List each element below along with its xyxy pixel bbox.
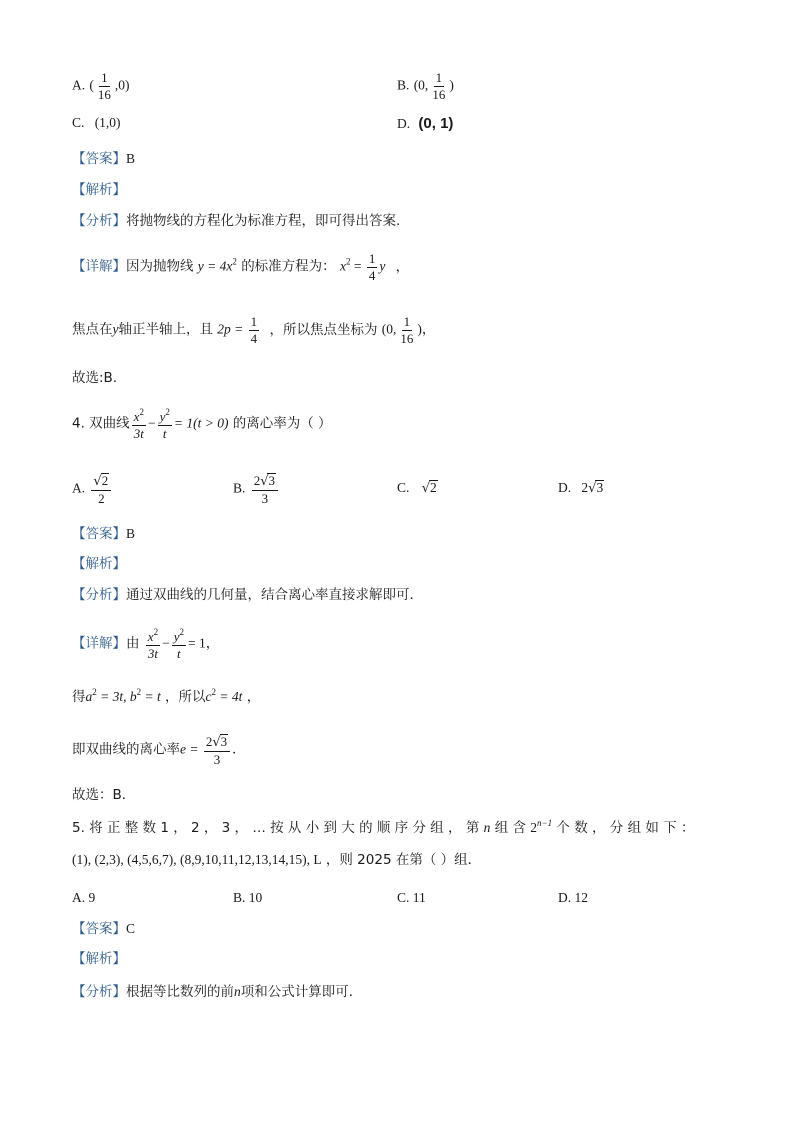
fraction-num: 2 xyxy=(101,473,109,488)
equation: = 1 xyxy=(187,635,206,651)
question-stem: 个 数 ， 分 组 如 下 ： xyxy=(556,820,695,836)
equation: (1), (2,3), (4,5,6,7), (8,9,10,11,12,13,14,15), L xyxy=(72,852,322,867)
option-value: 3 xyxy=(596,480,604,495)
fraction: $\frac{2√3}{3}$ xyxy=(204,734,230,766)
q5-option-d: D. 12 xyxy=(558,890,588,905)
text: ， xyxy=(246,689,261,705)
fenxi-text: 通过双曲线的几何量，结合离心率直接求解即可． xyxy=(126,587,423,603)
text: 的标准方程为： xyxy=(241,258,336,275)
text: 因为抛物线 xyxy=(126,258,194,275)
q3-jiexi xyxy=(72,184,126,198)
option-value: (0, 1) xyxy=(418,115,454,132)
fraction: $\frac{x^2}{3t}$ xyxy=(147,627,159,661)
q3-xiangjie-line1: 【详解】因为抛物线 $y = 4x^2$ 的标准方程为： $x^2$ = $\frac{1}{4}$ y ， xyxy=(72,251,410,283)
fraction-num: 2 xyxy=(205,734,213,749)
fraction-den: 3 xyxy=(261,490,269,506)
fenxi-tag: 【分析】 xyxy=(72,587,126,603)
equation: − xyxy=(147,415,156,431)
option-letter: C. xyxy=(397,480,410,495)
equation: n xyxy=(234,984,241,999)
q3-option-c xyxy=(72,116,121,131)
q3-guxuan xyxy=(72,372,117,386)
fraction xyxy=(249,315,260,345)
text: ，所以 xyxy=(165,689,206,705)
equation: = 3t, b xyxy=(96,689,137,704)
equation: y xyxy=(159,409,166,424)
answer-tag: 【答案】 xyxy=(72,921,126,937)
paren: (0, xyxy=(413,77,429,93)
q4-guxuan xyxy=(72,789,135,803)
jiexi-tag: 【解析】 xyxy=(72,182,126,198)
q4-jiexi xyxy=(72,558,126,572)
equation: y = 4x xyxy=(197,258,233,274)
q5-fenxi xyxy=(72,985,362,1000)
fraction xyxy=(430,71,447,101)
paren: ) xyxy=(449,77,454,93)
equation: n xyxy=(483,820,491,835)
q3-option-a xyxy=(72,71,130,101)
option-letter: C. xyxy=(72,115,85,130)
fraction: $\frac{y^2}{t}$ xyxy=(159,407,170,441)
text: ，所以焦点坐标为 xyxy=(269,321,378,338)
xiangjie-tag: 【详解】 xyxy=(72,258,126,275)
text: 即双曲线的离心率 xyxy=(72,741,180,758)
fraction-den: 3t xyxy=(147,645,158,661)
question-stem: 5. 将 正 整 数 1 ， 2 ， 3 ， … 按 从 小 到 大 的 顺 序 分 组 ， 第 xyxy=(72,820,480,836)
paren: ,0) xyxy=(114,77,130,93)
fraction xyxy=(96,71,113,101)
equation: = 4t xyxy=(216,689,243,704)
fraction-den: 4 xyxy=(368,267,376,283)
option-value: 2 xyxy=(429,480,437,495)
exponent: n−1 xyxy=(537,818,553,828)
question-stem: 组 含 xyxy=(494,820,526,836)
q4-stem xyxy=(72,408,332,440)
q5-option-c: C. 11 xyxy=(397,890,426,905)
option-letter: D. xyxy=(397,116,411,131)
text: ， xyxy=(421,321,436,338)
q5-answer xyxy=(72,922,135,937)
fenxi-tag: 【分析】 xyxy=(72,984,126,1000)
equation: x xyxy=(339,258,346,274)
fraction-den: 16 xyxy=(432,86,446,102)
option-letter: B. xyxy=(233,480,246,496)
paren: ( xyxy=(89,77,94,93)
fraction-den: 16 xyxy=(400,330,414,346)
text: ． xyxy=(232,741,246,758)
option-letter: A. xyxy=(72,77,86,93)
fraction: $\frac{x^2}{3t}$ xyxy=(133,407,144,441)
q4-option-b xyxy=(233,473,280,505)
fraction: $\frac{y^2}{t}$ xyxy=(173,627,184,661)
text: ， xyxy=(395,258,410,275)
equation: y xyxy=(112,321,119,337)
equation: = 1(t > 0) xyxy=(173,415,229,431)
text: 故选：B． xyxy=(72,787,136,803)
fraction-num: 1 xyxy=(101,70,108,85)
fraction-num: 3 xyxy=(220,734,228,749)
equation: x xyxy=(147,629,154,644)
q4-option-d: D. 2√3 xyxy=(558,480,604,496)
equation: a xyxy=(85,689,93,704)
text: 由 xyxy=(126,635,140,652)
q3-fenxi xyxy=(72,215,400,229)
equation: x xyxy=(133,409,140,424)
q4-xiangjie-line2: 得$a^2 = 3t$, $b^2 = t$ ，所以$c^2 = 4t$ ， xyxy=(72,687,261,705)
q5-stem-line2 xyxy=(72,853,481,868)
equation: c xyxy=(205,689,212,704)
q3-answer xyxy=(72,152,135,167)
answer-value: B xyxy=(126,526,136,541)
fenxi-text: 将抛物线的方程化为标准方程，即可得出答案. xyxy=(126,213,401,229)
answer-value: C xyxy=(126,921,136,936)
text: 得 xyxy=(72,689,86,705)
text: 焦点在 xyxy=(72,321,113,338)
jiexi-tag: 【解析】 xyxy=(72,951,126,967)
equation: − xyxy=(162,635,170,651)
fraction-num: 1 xyxy=(435,70,443,85)
option-value: 2 xyxy=(581,480,589,495)
fraction-den: 2 xyxy=(98,490,105,506)
text: 轴正半轴上，且 xyxy=(118,321,213,338)
fraction-num: 2 xyxy=(253,473,261,488)
question-stem: 的离心率为（ ） xyxy=(232,415,332,432)
fraction-num: 3 xyxy=(268,473,275,488)
q4-xiangjie-line1 xyxy=(72,628,219,660)
equation: y xyxy=(173,629,180,644)
question-stem: 4. 双曲线 xyxy=(72,415,130,432)
paren: (0, xyxy=(381,321,397,337)
fraction-den: t xyxy=(162,425,167,441)
fraction-num: 1 xyxy=(250,314,258,329)
fraction-num: 1 xyxy=(403,314,411,329)
text: 故选:B. xyxy=(72,370,118,386)
q3-option-b xyxy=(397,71,454,101)
q4-option-c: C. √2 xyxy=(397,480,437,496)
fraction-den: 4 xyxy=(250,330,258,346)
fenxi-text: 项和公式计算即可． xyxy=(240,984,363,1000)
q4-answer xyxy=(72,527,135,542)
option-letter: A. xyxy=(72,480,86,496)
answer-value: B xyxy=(126,151,136,166)
fraction-den: 16 xyxy=(97,86,111,102)
q4-fenxi xyxy=(72,589,423,603)
equation: y xyxy=(379,258,386,274)
fraction: $\frac{√2}{2}$ xyxy=(91,473,111,505)
q5-jiexi xyxy=(72,953,126,967)
fenxi-text: 根据等比数列的前 xyxy=(126,984,234,1000)
equation: = xyxy=(350,258,365,274)
equation: 2 xyxy=(530,820,538,835)
text: ， xyxy=(205,635,220,652)
fraction-num: 1 xyxy=(368,251,376,266)
equation: 2p = xyxy=(217,321,247,337)
fraction-den: t xyxy=(177,645,181,661)
fraction xyxy=(367,252,378,282)
option-value: (1,0) xyxy=(94,115,121,130)
answer-tag: 【答案】 xyxy=(72,151,126,167)
fraction xyxy=(398,315,415,345)
q4-xiangjie-line3 xyxy=(72,734,246,766)
fraction-den: 3 xyxy=(213,751,221,767)
q5-stem-line1 xyxy=(72,819,694,836)
fraction-den: 3t xyxy=(133,425,144,441)
q5-option-a: A. 9 xyxy=(72,890,96,905)
question-stem: ，则 2025 在第（ ）组． xyxy=(325,852,482,868)
fraction: $\frac{2√3}{3}$ xyxy=(252,473,278,505)
q3-option-d xyxy=(397,116,453,132)
q5-option-b: B. 10 xyxy=(233,890,263,905)
q4-option-a xyxy=(72,473,113,505)
paren: ) xyxy=(417,321,422,337)
xiangjie-tag: 【详解】 xyxy=(72,635,126,652)
q3-xiangjie-line2 xyxy=(72,315,435,345)
fenxi-tag: 【分析】 xyxy=(72,213,126,229)
option-letter: D. xyxy=(558,480,572,495)
equation: = t xyxy=(141,689,161,704)
jiexi-tag: 【解析】 xyxy=(72,556,126,572)
option-letter: B. xyxy=(397,77,410,93)
answer-tag: 【答案】 xyxy=(72,526,126,542)
equation: e = xyxy=(180,741,202,757)
